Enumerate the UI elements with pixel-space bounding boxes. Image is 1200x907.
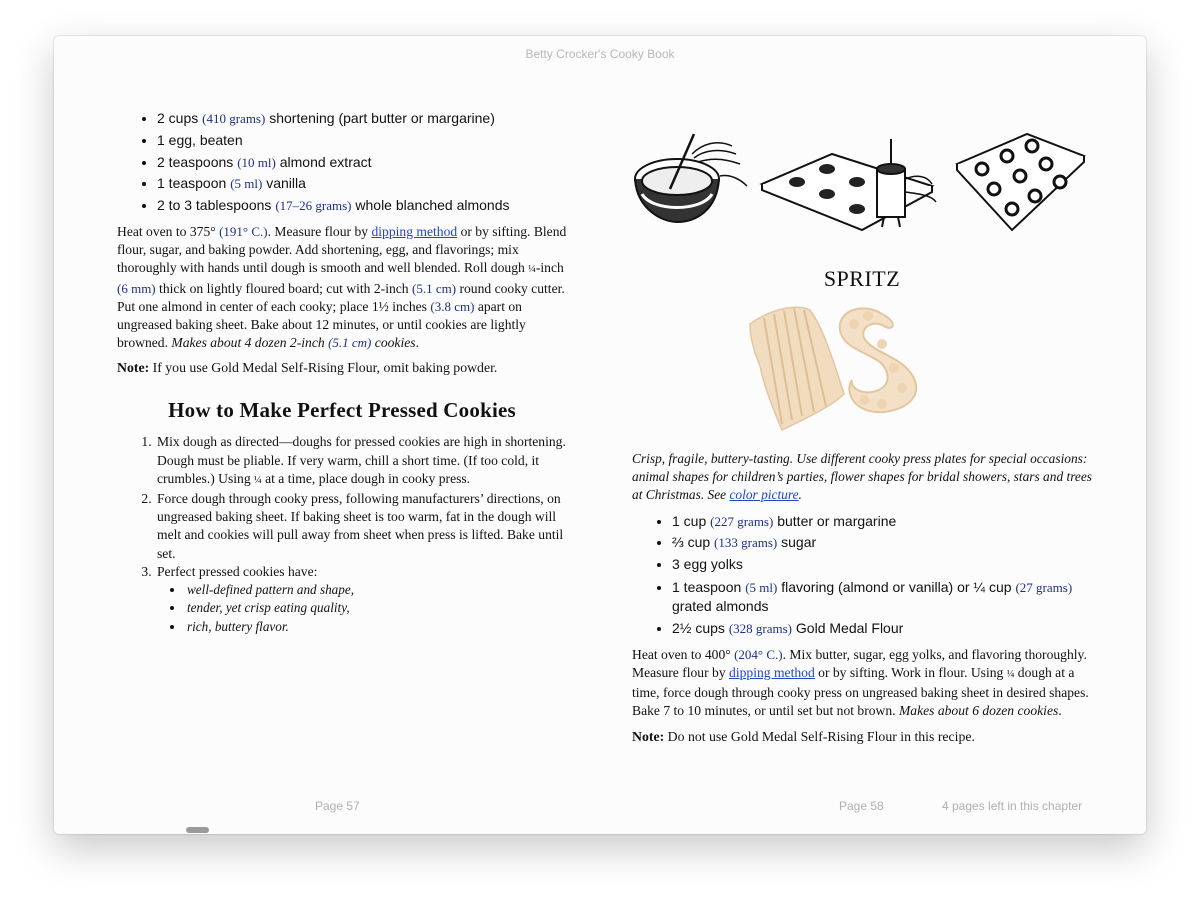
ingredient-item: • 2 teaspoons (10 ml) almond extract [157, 152, 567, 174]
book-title: Betty Crocker's Cooky Book [525, 47, 675, 61]
section-title: How to Make Perfect Pressed Cookies [168, 398, 516, 423]
spritz-note-paragraph: Note: Do not use Gold Medal Self-Rising Flour in this recipe. [632, 728, 975, 744]
ingredient-list [117, 108, 567, 217]
note-paragraph: Note: If you use Gold Medal Self-Rising Flour, omit baking powder. [117, 360, 498, 376]
step-item: 2. Force dough through cooky press, following manufacturers’ directions, on ungreased baking sheet. If baking sheet is too warm, fat in the dough will melt and cookies will pull away from sheet when press is lifted. Bake until set. [155, 490, 567, 563]
yield-text: Makes about 6 dozen cookies [898, 703, 1059, 719]
pages-left-in-chapter: 4 pages left in this chapter [942, 799, 1083, 813]
ingredient-item: • 2½ cups (328 grams) Gold Medal Flour [672, 618, 1092, 640]
book-window [54, 36, 1146, 834]
step-item: 1. Mix dough as directed—doughs for pressed cookies are high in shortening. Dough must be pliable. If very warm, chill a short time. (If too cold, it crumbles.) Using ¼ at a time, place dough in cooky press. [155, 433, 567, 490]
ingredient-item: • 1 teaspoon (5 ml) vanilla [157, 173, 567, 195]
step-item: 3. Perfect pressed cookies have: • well-defined pattern and shape, • tender, yet crisp eating quality, • rich, buttery flavor. [155, 563, 567, 636]
ingredient-item: • ⅔ cup (133 grams) sugar [672, 532, 1092, 554]
color-picture-link[interactable]: color picture [729, 487, 799, 503]
ingredient-item: • 1 cup (227 grams) butter or margarine [672, 511, 1092, 533]
dipping-method-link[interactable]: dipping method [729, 665, 815, 680]
ingredient-item: • 3 egg yolks [672, 554, 1092, 576]
dipping-method-link[interactable]: dipping method [371, 223, 458, 239]
spritz-ingredient-list [632, 511, 1092, 640]
yield-text: Makes about 4 dozen 2-inch (5.1 cm) cookies [171, 335, 416, 351]
spritz-cookie-image [632, 296, 1092, 444]
left-page [117, 106, 567, 636]
cooky-press-illustration [632, 124, 1092, 244]
page-number-right: Page 58 [839, 799, 884, 813]
ingredient-item: • 2 to 3 tablespoons (17–26 grams) whole blanched almonds [157, 195, 567, 217]
quality-item: • rich, buttery flavor. [185, 618, 567, 636]
quality-item: • tender, yet crisp eating quality, [185, 599, 567, 617]
right-page [632, 106, 1092, 746]
ingredient-item: • 2 cups (410 grams) shortening (part butter or margarine) [157, 108, 567, 130]
page-number-left: Page 57 [315, 799, 360, 813]
quality-item: • well-defined pattern and shape, [185, 581, 567, 599]
spritz-method-paragraph: Heat oven to 400° (204° C.). Mix butter, sugar, egg yolks, and flavoring thoroughly. Measure flour by dipping method or by sifting. Work in flour. Using ¼ dough at a time, force dough through cooky press on ungreased baking sheet in desired shapes. Bake 7 to 10 minutes, or until set but not brown. Makes about 6 dozen cookies. [632, 646, 1089, 719]
ingredient-item: • 1 teaspoon (5 ml) flavoring (almond or vanilla) or ¼ cup (27 grams) grated almonds [672, 576, 1092, 618]
method-paragraph: Heat oven to 375° (191° C.). Measure flour by dipping method or by sifting. Blend flour, sugar, and baking powder. Add shortening, egg, and flavorings; mix thoroughly with hands until dough is smooth and well blended. Roll dough ¼-inch (6 mm) thick on lightly floured board; cut with 2-inch (5.1 cm) round cooky cutter. Put one almond in center of each cooky; place 1½ inches (3.8 cm) apart on ungreased baking sheet. Bake about 12 minutes, or until cookies are lightly browned. Makes about 4 dozen 2-inch (5.1 cm) cookies. [117, 223, 567, 351]
recipe-title: SPRITZ [823, 266, 901, 291]
qualities-list [157, 581, 567, 636]
steps-list [117, 433, 567, 636]
ingredient-item: • 1 egg, beaten [157, 130, 567, 152]
page-scrubber-handle[interactable] [186, 827, 209, 833]
recipe-intro: Crisp, fragile, buttery-tasting. Use different cooky press plates for special occasions: animal shapes for children’s parties, flower shapes for bridal showers, stars and trees at Christmas. See color picture. [632, 451, 1093, 503]
